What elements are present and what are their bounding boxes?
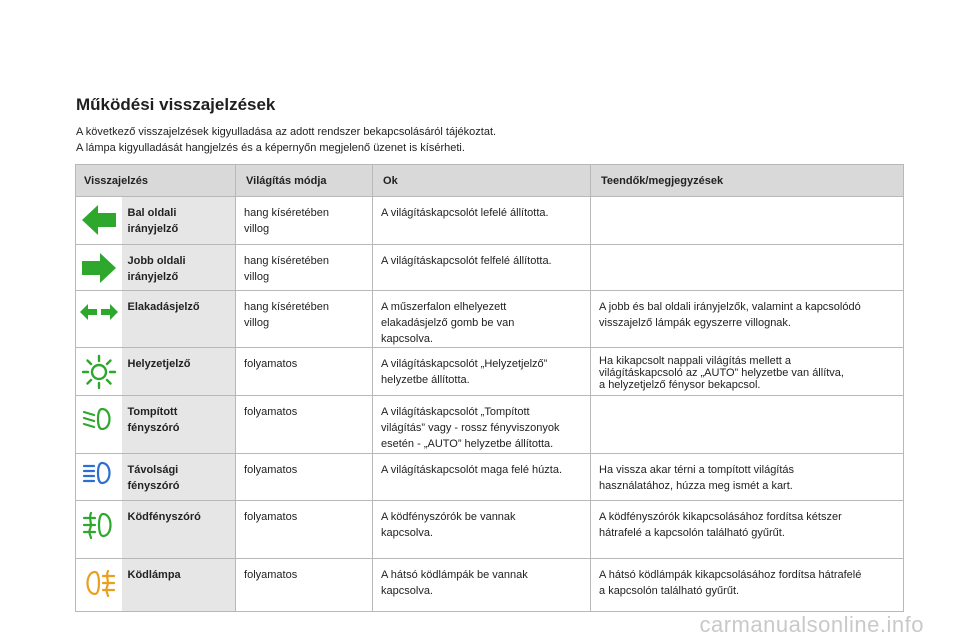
sidelamp-icon	[81, 354, 117, 390]
indicator-name: Távolsági fényszóró	[122, 454, 236, 501]
note-cell: A hátsó ködlámpák kikapcsolásához fordítsa hátrafelé a kapcsolón található gyűrűt.	[591, 559, 904, 612]
intro-line: A következő visszajelzések kigyulladása az adott rendszer bekapcsolásáról tájékoztat.	[76, 126, 497, 138]
indicator-name: Ködfényszóró	[122, 501, 236, 559]
table-row	[76, 245, 904, 291]
main-beam-icon	[82, 460, 116, 486]
table-row	[76, 559, 904, 612]
cause-cell: A ködfényszórók be vannak kapcsolva.	[373, 501, 591, 559]
header-notes: Teendők/megjegyzések	[591, 165, 904, 197]
intro-line: A lámpa kigyulladását hangjelzés és a képernyőn megjelenő üzenet is kísérheti.	[76, 142, 465, 154]
mode-cell: folyamatos	[236, 348, 373, 396]
mode-cell: folyamatos	[236, 454, 373, 501]
watermark-text: carmanualsonline.info	[699, 612, 924, 637]
table-row	[76, 396, 904, 454]
header-cause: Ok	[373, 165, 591, 197]
right-turn-arrow-icon	[81, 251, 117, 285]
note-cell: Ha kikapcsolt nappali világítás mellett a világításkapcsoló az „AUTO” helyzetbe van állítva, a helyzetjelző fénysor bekapcsol.	[591, 348, 904, 396]
cause-cell: A világításkapcsolót „Helyzetjelző” helyzetbe állította.	[373, 348, 591, 396]
cause-cell: A hátsó ködlámpák be vannak kapcsolva.	[373, 559, 591, 612]
cause-cell: A világításkapcsolót felfelé állította.	[373, 245, 591, 291]
mode-cell: folyamatos	[236, 396, 373, 454]
mode-cell: hang kíséretében villog	[236, 197, 373, 245]
note-cell: A jobb és bal oldali irányjelzők, valamint a kapcsolódó visszajelző lámpák egyszerre villognak.	[591, 291, 904, 348]
cause-cell: A műszerfalon elhelyezett elakadásjelző gomb be van kapcsolva.	[373, 291, 591, 348]
left-turn-arrow-icon	[81, 203, 117, 237]
indicator-name: Jobb oldali irányjelző	[122, 245, 236, 291]
hazard-arrows-icon	[79, 301, 119, 323]
cause-cell: A világításkapcsolót lefelé állította.	[373, 197, 591, 245]
note-cell: A ködfényszórók kikapcsolásához fordítsa kétszer hátrafelé a kapcsolón található gyűrűt.	[591, 501, 904, 559]
mode-cell: hang kíséretében villog	[236, 245, 373, 291]
indicator-name: Ködlámpa	[122, 559, 236, 612]
indicator-table	[75, 164, 904, 612]
note-cell	[591, 396, 904, 454]
dipped-beam-icon	[82, 406, 116, 432]
cause-cell: A világításkapcsolót „Tompított világítás” vagy - rossz fényviszonyok esetén - „AUTO” helyzetbe állította.	[373, 396, 591, 454]
indicator-name: Helyzetjelző	[122, 348, 236, 396]
intro-text	[76, 124, 496, 156]
table-row	[76, 291, 904, 348]
note-cell	[591, 245, 904, 291]
rear-fog-icon	[82, 569, 116, 597]
note-cell: Ha vissza akar térni a tompított világítás használatához, húzza meg ismét a kart.	[591, 454, 904, 501]
table-row	[76, 197, 904, 245]
page-title: Működési visszajelzések	[76, 95, 276, 114]
cause-cell: A világításkapcsolót maga felé húzta.	[373, 454, 591, 501]
mode-cell: folyamatos	[236, 501, 373, 559]
indicator-name: Tompított fényszóró	[122, 396, 236, 454]
table-row	[76, 454, 904, 501]
table-header-row	[76, 165, 904, 197]
indicator-name: Elakadásjelző	[122, 291, 236, 348]
mode-cell: folyamatos	[236, 559, 373, 612]
front-fog-icon	[82, 511, 116, 539]
header-indicator: Visszajelzés	[76, 165, 236, 197]
mode-cell: hang kíséretében villog	[236, 291, 373, 348]
table-row	[76, 348, 904, 396]
table-row	[76, 501, 904, 559]
note-cell	[591, 197, 904, 245]
indicator-name: Bal oldali irányjelző	[122, 197, 236, 245]
header-mode: Világítás módja	[236, 165, 373, 197]
